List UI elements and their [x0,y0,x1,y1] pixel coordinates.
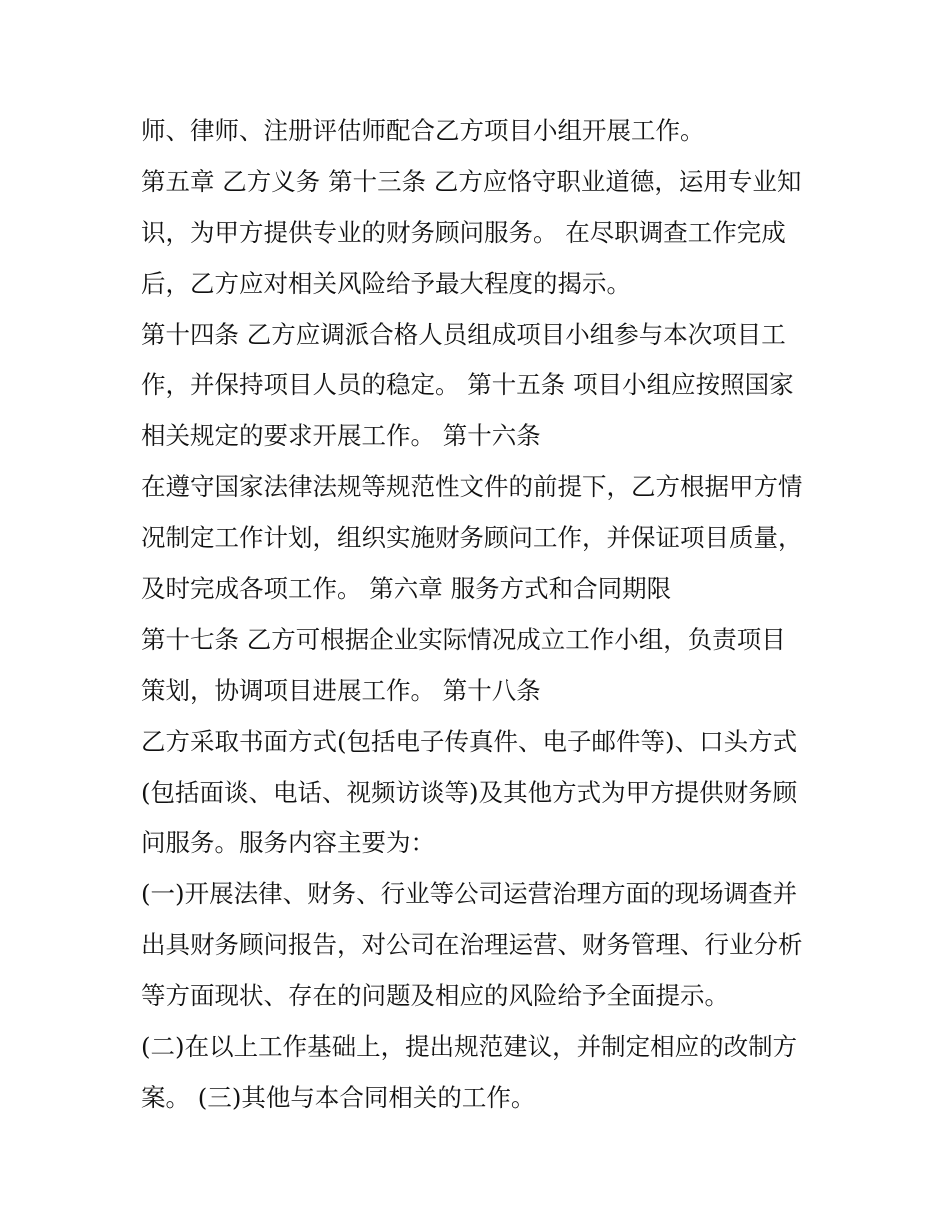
text-line: 后，乙方应对相关风险给予最大程度的揭示。 [141,268,631,298]
text-line: 第五章 乙方义务 第十三条 乙方应恪守职业道德，运用专业知 [141,166,802,196]
text-line: 在遵守国家法律法规等规范性文件的前提下，乙方根据甲方情 [141,472,803,502]
text-line: 等方面现状、存在的问题及相应的风险给予全面提示。 [141,981,729,1011]
text-line: 识，为甲方提供专业的财务顾问服务。 在尽职调查工作完成 [141,217,786,247]
contract-text-body [141,106,821,1124]
text-line: (包括面谈、电话、视频访谈等)及其他方式为甲方提供财务顾 [141,777,798,807]
text-line: 第十四条 乙方应调派合格人员组成项目小组参与本次项目工 [141,319,786,349]
text-line: 师、律师、注册评估师配合乙方项目小组开展工作。 [141,116,705,145]
text-line: 相关规定的要求开展工作。 第十六条 [141,421,541,451]
text-line: 出具财务顾问报告，对公司在治理运营、财务管理、行业分析 [141,930,803,960]
text-line: 案。 (三)其他与本合同相关的工作。 [141,1082,536,1112]
text-line: 及时完成各项工作。 第六章 服务方式和合同期限 [141,574,672,604]
text-line: 况制定工作计划，组织实施财务顾问工作，并保证项目质量， [141,523,803,553]
text-line: (一)开展法律、财务、行业等公司运营治理方面的现场调查并 [141,879,798,909]
text-line: 策划，协调项目进展工作。 第十八条 [141,675,541,705]
text-line: 问服务。服务内容主要为： [141,828,435,858]
text-line: 乙方采取书面方式(包括电子传真件、电子邮件等)、口头方式 [141,726,798,756]
text-line: 作，并保持项目人员的稳定。 第十五条 项目小组应按照国家 [141,370,794,400]
text-line: 第十七条 乙方可根据企业实际情况成立工作小组，负责项目 [141,624,786,654]
text-line: (二)在以上工作基础上，提出规范建议，并制定相应的改制方 [141,1032,798,1062]
